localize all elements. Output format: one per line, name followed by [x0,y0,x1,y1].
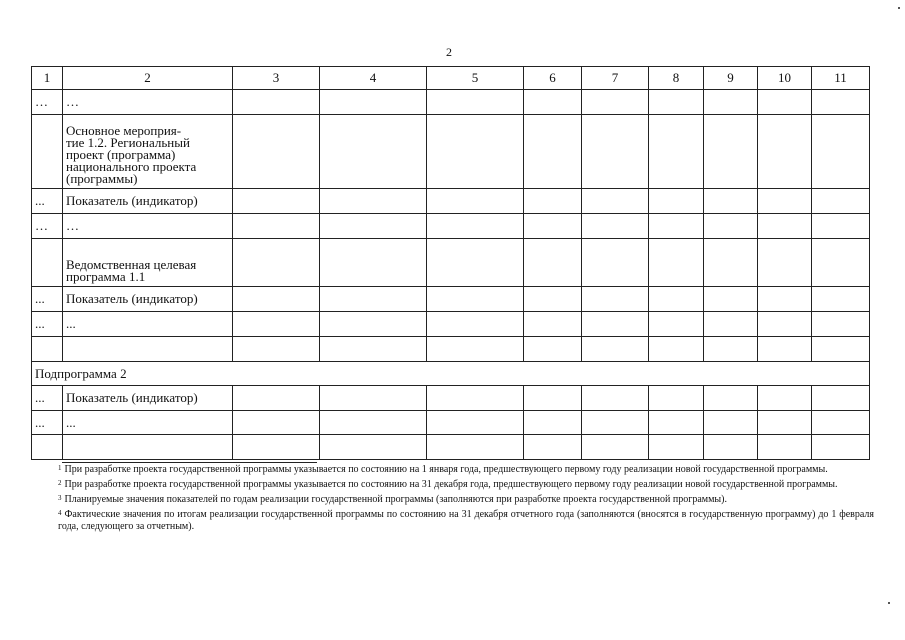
value-cell [427,337,524,362]
footnote [58,464,874,476]
value-cell [320,411,427,435]
row-title-cell: ... [63,312,233,337]
value-cell [524,90,582,115]
value-cell [758,386,812,411]
value-cell [758,115,812,189]
value-cell [704,214,758,239]
row-number-cell: … [32,90,63,115]
value-cell [758,411,812,435]
value-cell [582,411,649,435]
value-cell [649,337,704,362]
row-number-cell: ... [32,386,63,411]
header-cell: 3 [233,67,320,90]
table-row [32,90,870,115]
value-cell [758,214,812,239]
row-title-cell: Показатель (индикатор) [63,287,233,312]
value-cell [320,287,427,312]
row-number-cell: ... [32,287,63,312]
value-cell [320,90,427,115]
value-cell [649,90,704,115]
table-row [32,115,870,189]
value-cell [812,90,870,115]
value-cell [812,312,870,337]
row-title-cell [63,337,233,362]
row-number-cell: ... [32,411,63,435]
value-cell [320,239,427,287]
value-cell [524,239,582,287]
value-cell [758,312,812,337]
value-cell [812,435,870,460]
value-cell [582,214,649,239]
header-cell: 11 [812,67,870,90]
indicator-table [31,66,870,460]
value-cell [427,115,524,189]
value-cell [320,337,427,362]
value-cell [427,287,524,312]
value-cell [233,214,320,239]
value-cell [704,90,758,115]
value-cell [524,115,582,189]
row-number-cell [32,435,63,460]
row-number-cell: ... [32,189,63,214]
value-cell [233,287,320,312]
value-cell [758,90,812,115]
scan-speck-bottom-right [888,602,890,604]
table-row [32,312,870,337]
row-title-cell: … [63,214,233,239]
footnote-separator [62,462,317,463]
row-title-cell: Ведомственная целевая программа 1.1 [63,239,233,287]
value-cell [649,312,704,337]
value-cell [582,337,649,362]
value-cell [582,239,649,287]
value-cell [582,386,649,411]
header-cell: 9 [704,67,758,90]
footnote-number: 1 [58,464,62,472]
value-cell [233,115,320,189]
value-cell [233,337,320,362]
value-cell [812,189,870,214]
value-cell [582,287,649,312]
value-cell [524,312,582,337]
footnote-text: При разработке проекта государственной программы указывается по состоянию на 1 января года, предшествующего первому году реализации новой государственной программы. [64,464,828,475]
value-cell [704,312,758,337]
row-number-cell [32,337,63,362]
value-cell [812,411,870,435]
table-row [32,214,870,239]
value-cell [427,411,524,435]
value-cell [233,239,320,287]
header-row [32,67,870,90]
value-cell [427,189,524,214]
value-cell [704,337,758,362]
footnotes [58,464,874,536]
value-cell [704,239,758,287]
footnote-text: Фактические значения по итогам реализации государственной программы по состоянию на 31 декабря отчетного года (заполняются (вносятся в государственную программу) до 1 февраля года, следующего за отчетным). [58,509,874,532]
value-cell [427,386,524,411]
value-cell [582,435,649,460]
value-cell [427,435,524,460]
value-cell [427,239,524,287]
value-cell [320,189,427,214]
footnote [58,509,874,533]
value-cell [649,287,704,312]
value-cell [649,239,704,287]
value-cell [582,115,649,189]
footnote-number: 2 [58,479,62,487]
value-cell [704,386,758,411]
header-cell: 8 [649,67,704,90]
value-cell [582,189,649,214]
value-cell [812,287,870,312]
value-cell [812,337,870,362]
value-cell [427,90,524,115]
footnote-text: При разработке проекта государственной программы указывается по состоянию на 31 декабря года, предшествующего первому году реализации новой государственной программы. [64,479,838,490]
value-cell [233,435,320,460]
value-cell [320,386,427,411]
value-cell [427,214,524,239]
header-cell: 6 [524,67,582,90]
table-row [32,287,870,312]
value-cell [704,411,758,435]
value-cell [524,189,582,214]
header-cell: 5 [427,67,524,90]
footnote-text: Планируемые значения показателей по годам реализации государственной программы (заполняются при разработке проекта государственной программы). [64,494,727,505]
footnote-number: 3 [58,494,62,502]
value-cell [812,115,870,189]
value-cell [320,115,427,189]
table-row [32,189,870,214]
header-cell: 4 [320,67,427,90]
table-row [32,411,870,435]
value-cell [758,435,812,460]
table-row [32,337,870,362]
row-number-cell: ... [32,312,63,337]
row-number-cell [32,115,63,189]
page-number: 2 [446,45,452,59]
value-cell [524,287,582,312]
value-cell [649,115,704,189]
row-title-cell: ... [63,411,233,435]
value-cell [704,189,758,214]
footnote [58,494,874,506]
value-cell [758,337,812,362]
row-title-cell: Показатель (индикатор) [63,189,233,214]
value-cell [524,435,582,460]
value-cell [758,189,812,214]
value-cell [320,312,427,337]
value-cell [812,386,870,411]
value-cell [812,239,870,287]
table-row [32,435,870,460]
value-cell [758,287,812,312]
scan-speck-top-right [898,7,900,9]
subprogram-row [32,362,870,386]
footnote [58,479,874,491]
value-cell [649,214,704,239]
value-cell [582,90,649,115]
table-row [32,239,870,287]
row-title-cell: … [63,90,233,115]
header-cell: 2 [63,67,233,90]
value-cell [812,214,870,239]
value-cell [524,337,582,362]
value-cell [524,386,582,411]
table-row [32,386,870,411]
value-cell [427,312,524,337]
value-cell [320,214,427,239]
value-cell [233,90,320,115]
value-cell [649,435,704,460]
value-cell [704,287,758,312]
header-cell: 1 [32,67,63,90]
header-cell: 7 [582,67,649,90]
footnote-number: 4 [58,509,62,517]
value-cell [320,435,427,460]
value-cell [524,214,582,239]
value-cell [649,411,704,435]
value-cell [233,312,320,337]
value-cell [704,115,758,189]
header-cell: 10 [758,67,812,90]
value-cell [758,239,812,287]
value-cell [649,386,704,411]
value-cell [524,411,582,435]
value-cell [649,189,704,214]
table-body [32,67,870,460]
row-title-cell: Показатель (индикатор) [63,386,233,411]
row-number-cell [32,239,63,287]
value-cell [582,312,649,337]
value-cell [233,386,320,411]
subprogram-title: Подпрограмма 2 [32,362,870,386]
row-title-cell: Основное мероприя- тие 1.2. Региональный проект (программа) национального проекта (программы) [63,115,233,189]
value-cell [233,189,320,214]
row-title-cell [63,435,233,460]
value-cell [704,435,758,460]
value-cell [233,411,320,435]
row-number-cell: … [32,214,63,239]
